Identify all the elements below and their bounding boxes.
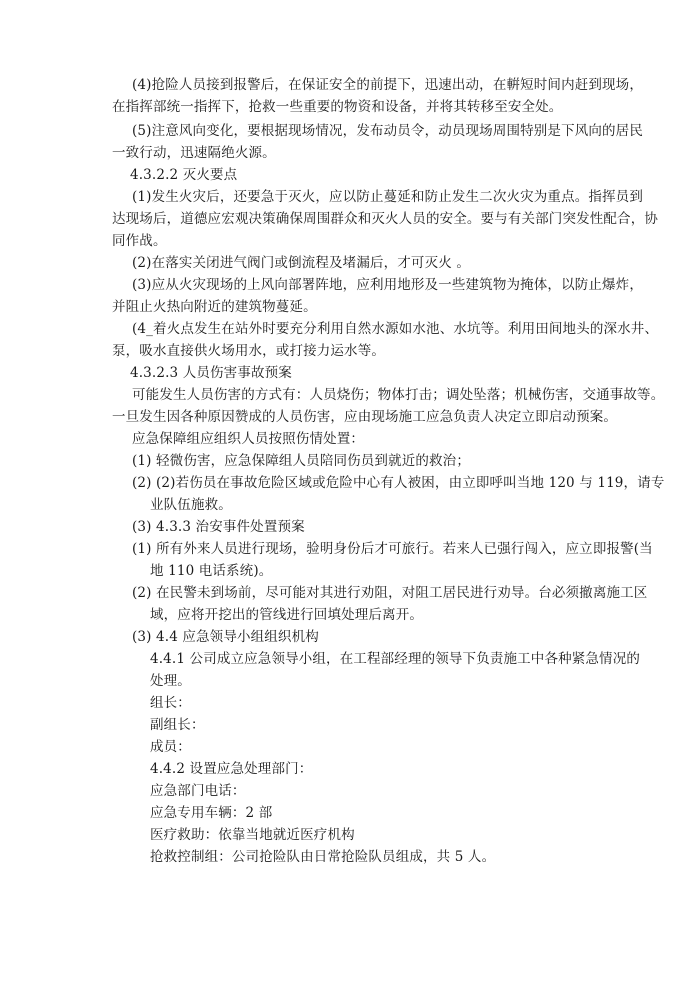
section-heading: 4.3.2.3 人员伤害事故预案	[130, 365, 292, 381]
text-line: 医疗救助：依靠当地就近医疗机构	[150, 827, 355, 843]
text-line: 抢救控制组：公司抢险队由日常抢险队员组成，共 5 人。	[150, 849, 496, 865]
text-line: (4_着火点发生在站外时要充分利用自然水源如水池、水坑等。利用田间地头的深水井、	[132, 321, 659, 337]
text-line: 泵，吸水直接供火场用水，或打接力运水等。	[112, 343, 385, 359]
text-line: 4.4.1 公司成立应急领导小组，在工程部经理的领导下负责施工中各种紧急情况的	[150, 651, 640, 667]
text-line: 成员：	[150, 739, 191, 755]
list-item: (1) 轻微伤害，应急保障组人员陪同伤员到就近的救治；	[132, 453, 470, 469]
text-line: 应急部门电话：	[150, 783, 246, 799]
text-line: 并阻止火热向附近的建筑物蔓延。	[112, 299, 317, 315]
text-line: 业队伍施救。	[150, 497, 232, 513]
text-line: 4.4.2 设置应急处理部门：	[150, 761, 313, 777]
text-line: 同作战。	[112, 233, 167, 249]
text-line: (5)注意风向变化，要根据现场情况，发布动员令，动员现场周围特别是下风向的居民	[132, 123, 643, 139]
text-line: (4)抢险人员接到报警后，在保证安全的前提下，迅速出动，在輧短时间内赶到现场，	[132, 77, 643, 93]
text-line: 处理。	[150, 673, 191, 689]
text-line: 地 110 电话系统)。	[150, 563, 273, 579]
text-line: 域，应将开挖出的管线进行回填处理后离开。	[150, 607, 423, 623]
text-line: 达现场后，道德应宏观决策确保周围群众和灭火人员的安全。要与有关部门突发性配合，协	[112, 211, 658, 227]
list-item: (2) 在民警未到场前，尽可能对其进行劝阻，对阻工居民进行劝导。台必须撤离施工区	[132, 585, 648, 601]
text-line: 副组长：	[150, 717, 205, 733]
text-line: 应急保障组应组织人员按照伤情处置：	[132, 431, 365, 447]
text-line: 应急专用车辆：2 部	[150, 805, 273, 821]
text-line: (1)发生火灾后，还要急于灭火，应以防止蔓延和防止发生二次火灾为重点。指挥员到	[132, 189, 643, 205]
list-item: (3) 4.4 应急领导小组组织机构	[132, 629, 319, 645]
text-line: (2)在落实关闭进气阀门或倒流程及堵漏后，才可灭火 。	[132, 255, 470, 271]
text-line: 组长：	[150, 695, 191, 711]
text-line: 一致行动，迅速隔绝火源。	[112, 145, 276, 161]
list-item: (3) 4.3.3 治安事件处置预案	[132, 519, 305, 535]
text-line: 一旦发生因各种原因赞成的人员伤害，应由现场施工应急负责人决定立即启动预案。	[112, 409, 618, 425]
text-line: 在指挥部统一指挥下，抢救一些重要的物资和设备，并将其转移至安全处。	[112, 99, 563, 115]
text-line: 可能发生人员伤害的方式有：人员烧伤；物体打击；调处坠落；机械伤害，交通事故等。	[132, 387, 665, 403]
section-heading: 4.3.2.2 灭火要点	[130, 167, 238, 183]
list-item: (1) 所有外来人员进行现场，验明身份后才可旅行。若来人已强行闯入，应立即报警(当	[132, 541, 653, 557]
list-item: (2) (2)若伤员在事故危险区域或危险中心有人被困，由立即呼叫当地 120 与 119，请专	[132, 475, 665, 491]
text-line: (3)应从火灾现场的上风向部署阵地，应利用地形及一些建筑物为掩体，以防止爆炸，	[132, 277, 643, 293]
